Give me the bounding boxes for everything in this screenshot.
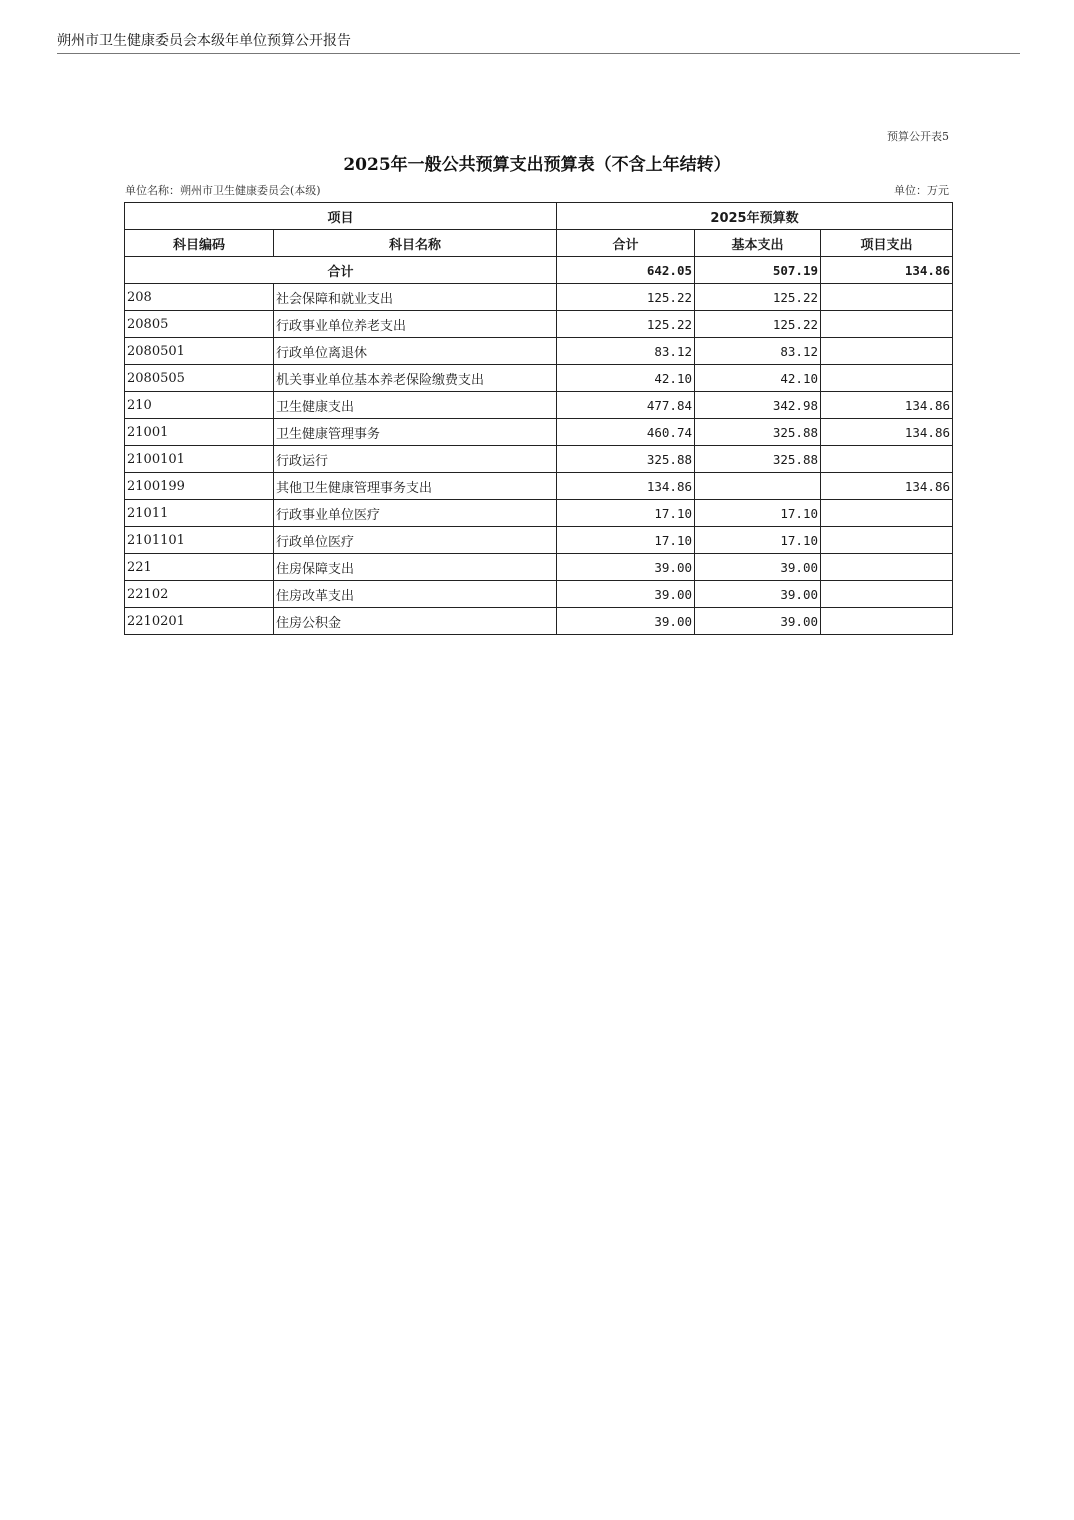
row-code: 21011 (125, 500, 274, 527)
running-header: 朔州市卫生健康委员会本级年单位预算公开报告 (57, 33, 351, 49)
row-code: 210 (125, 392, 274, 419)
row-code: 21001 (125, 419, 274, 446)
row-basic: 325.88 (695, 446, 821, 473)
row-code: 2101101 (125, 527, 274, 554)
row-total: 83.12 (557, 338, 695, 365)
table-row (125, 365, 953, 392)
header-row-group (125, 203, 953, 230)
row-name: 社会保障和就业支出 (274, 284, 557, 311)
unit-name: 单位名称：朔州市卫生健康委员会(本级) (125, 184, 321, 197)
header-name: 科目名称 (274, 230, 557, 257)
table-row (125, 500, 953, 527)
row-basic: 39.00 (695, 608, 821, 635)
row-basic: 39.00 (695, 581, 821, 608)
row-total: 134.86 (557, 473, 695, 500)
row-project (821, 500, 953, 527)
row-basic: 342.98 (695, 392, 821, 419)
total-label: 合计 (125, 257, 557, 284)
row-name: 行政事业单位医疗 (274, 500, 557, 527)
table-row (125, 446, 953, 473)
table-row (125, 581, 953, 608)
row-name: 行政事业单位养老支出 (274, 311, 557, 338)
row-total: 42.10 (557, 365, 695, 392)
header-basic: 基本支出 (695, 230, 821, 257)
table-row (125, 527, 953, 554)
header-total: 合计 (557, 230, 695, 257)
row-project (821, 365, 953, 392)
table-row (125, 554, 953, 581)
row-code: 2210201 (125, 608, 274, 635)
total-basic: 507.19 (695, 257, 821, 284)
row-basic: 83.12 (695, 338, 821, 365)
table-row (125, 473, 953, 500)
row-name: 行政运行 (274, 446, 557, 473)
row-total: 125.22 (557, 311, 695, 338)
header-row-columns (125, 230, 953, 257)
row-project: 134.86 (821, 473, 953, 500)
row-total: 17.10 (557, 500, 695, 527)
row-name: 住房公积金 (274, 608, 557, 635)
table-row (125, 311, 953, 338)
header-code: 科目编码 (125, 230, 274, 257)
row-total: 325.88 (557, 446, 695, 473)
row-basic (695, 473, 821, 500)
row-total: 17.10 (557, 527, 695, 554)
row-basic: 42.10 (695, 365, 821, 392)
total-row (125, 257, 953, 284)
header-project: 项目支出 (821, 230, 953, 257)
header-budget-year: 2025年预算数 (557, 203, 953, 230)
row-name: 行政单位离退休 (274, 338, 557, 365)
row-basic: 125.22 (695, 311, 821, 338)
row-project (821, 284, 953, 311)
currency-unit: 单位：万元 (894, 184, 949, 197)
row-project (821, 608, 953, 635)
table-row (125, 392, 953, 419)
row-project (821, 527, 953, 554)
row-basic: 17.10 (695, 527, 821, 554)
row-total: 39.00 (557, 581, 695, 608)
row-project (821, 311, 953, 338)
row-name: 住房保障支出 (274, 554, 557, 581)
row-name: 行政单位医疗 (274, 527, 557, 554)
row-code: 22102 (125, 581, 274, 608)
row-project (821, 446, 953, 473)
row-project (821, 581, 953, 608)
row-basic: 125.22 (695, 284, 821, 311)
table-row (125, 608, 953, 635)
row-code: 2100199 (125, 473, 274, 500)
table-row (125, 419, 953, 446)
row-name: 机关事业单位基本养老保险缴费支出 (274, 365, 557, 392)
header-divider (57, 53, 1020, 54)
total-project: 134.86 (821, 257, 953, 284)
row-name: 其他卫生健康管理事务支出 (274, 473, 557, 500)
row-project (821, 338, 953, 365)
row-name: 卫生健康管理事务 (274, 419, 557, 446)
row-basic: 17.10 (695, 500, 821, 527)
row-code: 20805 (125, 311, 274, 338)
row-code: 208 (125, 284, 274, 311)
row-total: 460.74 (557, 419, 695, 446)
row-basic: 325.88 (695, 419, 821, 446)
row-code: 221 (125, 554, 274, 581)
table-row (125, 338, 953, 365)
row-name: 卫生健康支出 (274, 392, 557, 419)
row-code: 2080505 (125, 365, 274, 392)
row-project: 134.86 (821, 392, 953, 419)
row-code: 2100101 (125, 446, 274, 473)
row-basic: 39.00 (695, 554, 821, 581)
row-project: 134.86 (821, 419, 953, 446)
row-total: 39.00 (557, 554, 695, 581)
row-total: 477.84 (557, 392, 695, 419)
row-code: 2080501 (125, 338, 274, 365)
budget-table (124, 202, 953, 635)
table-title: 2025年一般公共预算支出预算表（不含上年结转） (343, 155, 731, 175)
total-total: 642.05 (557, 257, 695, 284)
row-total: 39.00 (557, 608, 695, 635)
row-project (821, 554, 953, 581)
table-row (125, 284, 953, 311)
table-number: 预算公开表5 (887, 130, 949, 143)
header-item: 项目 (125, 203, 557, 230)
row-name: 住房改革支出 (274, 581, 557, 608)
row-total: 125.22 (557, 284, 695, 311)
